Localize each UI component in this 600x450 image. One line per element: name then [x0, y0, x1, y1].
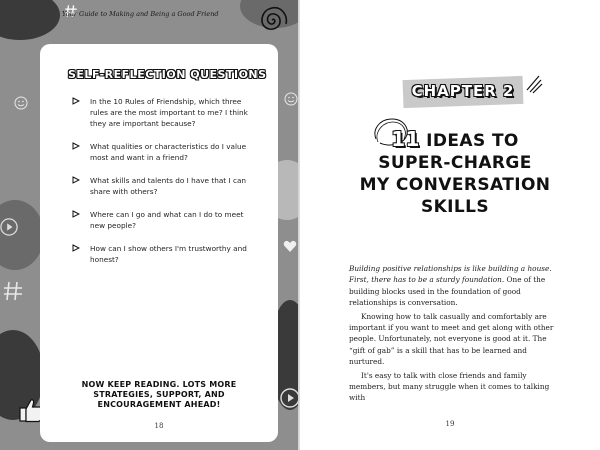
intro-italic: Building positive relationships is like building a house. First, there has to be a sturdy foundation. [349, 264, 552, 285]
bullet-arrow-icon [72, 97, 80, 105]
page-number: 18 [154, 422, 164, 430]
question-text: What qualities or characteristics do I value most and want in a friend? [90, 142, 247, 162]
question-text: How can I show others I'm trustworthy and honest? [90, 244, 247, 264]
right-page [300, 0, 600, 450]
title-line: SKILLS [420, 197, 490, 217]
play-icon [280, 388, 300, 408]
footer-line: ENCOURAGEMENT AHEAD! [97, 400, 221, 409]
footer-line: STRATEGIES, SUPPORT, AND [93, 390, 225, 399]
smiley-icon [284, 92, 298, 106]
spiral-icon [252, 2, 292, 38]
question-text: In the 10 Rules of Friendship, which three rules are the most important to me? I think they are important because? [90, 97, 248, 128]
list-item [70, 175, 260, 197]
title-line: 11 IDEAS TO [391, 127, 519, 151]
question-list [70, 96, 260, 277]
intro-paragraph [349, 263, 563, 309]
hashtag-icon [2, 280, 24, 302]
title-line: MY CONVERSATION [359, 175, 551, 195]
title-line: SUPER-CHARGE [378, 153, 532, 173]
footer-line: NOW KEEP READING. LOTS MORE [81, 380, 237, 389]
list-item [70, 96, 260, 129]
body-text [349, 263, 563, 406]
paragraph: Knowing how to talk casually and comfortably are important if you want to meet and get along with other people. Unfortunately, not everyone is good at it. The “gift of gab” is a skill that has to be learned and nurtured. [349, 311, 554, 367]
chapter-banner [403, 78, 523, 106]
burst-lines-icon [525, 72, 543, 94]
list-item [70, 141, 260, 163]
encouragement-footer [44, 380, 274, 410]
bullet-arrow-icon [72, 176, 80, 184]
running-header: Your Guide to Making and Being a Good Friend [62, 10, 219, 18]
question-text: What skills and talents do I have that I can share with others? [90, 176, 247, 196]
section-title: SELF-REFLECTION QUESTIONS [68, 68, 267, 81]
play-icon [0, 218, 18, 236]
bullet-arrow-icon [72, 142, 80, 150]
bullet-arrow-icon [72, 244, 80, 252]
decor-blob [0, 0, 60, 40]
chapter-title [340, 128, 570, 218]
smiley-icon [14, 96, 28, 110]
list-item [70, 243, 260, 265]
reflection-card [40, 44, 278, 442]
title-number: 11 [391, 127, 420, 151]
chapter-label: CHAPTER 2 [411, 82, 515, 100]
question-text: Where can I go and what can I do to meet new people? [90, 210, 244, 230]
heart-icon [283, 240, 297, 253]
intro-rest: One of the building blocks used in the foundation of good relationships is conversation. [349, 275, 546, 308]
paragraph: It's easy to talk with close friends and family members, but many struggle when it comes to talking with [349, 370, 550, 403]
page-number: 19 [445, 420, 455, 428]
bullet-arrow-icon [72, 210, 80, 218]
list-item [70, 209, 260, 231]
